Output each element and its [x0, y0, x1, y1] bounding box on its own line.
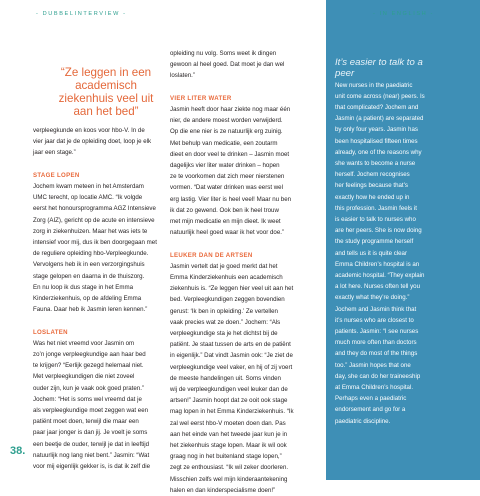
text-line: met mijn medicatie en mijn dieet. Ik weet [170, 218, 281, 226]
text-line: erg lastig. Vier liter is heel veel! Maar nu ben [170, 195, 292, 203]
text-line: too.” Jasmin hopes that one [335, 361, 411, 369]
text-line: voor mij eigenlijk gekker is, is dat ik zelf die [33, 463, 151, 471]
continued-paragraph [170, 48, 320, 82]
text-line: mag lopen in het Emma Kinderziekenhuis. “Ik [170, 408, 294, 416]
text-line: herself. Jochem recognises [335, 171, 410, 179]
text-line: that complicated? Jochem and [335, 104, 419, 111]
text-line: Jasmin heeft door haar ziekte nog maar één [170, 106, 291, 113]
text-line: Jasmin vertelt dat je goed merkt dat het [170, 262, 278, 270]
english-body [335, 80, 474, 427]
text-line: exactly what they’re doing.” [335, 294, 410, 302]
text-line: de reguliere opleiding hbo-Verpleegkunde. [33, 250, 149, 258]
text-line: dieet en door veel te drinken – Jasmin moet [170, 150, 290, 158]
text-line: Was het niet vreemd voor Jasmin om [33, 339, 135, 347]
text-line: verpleegkunde en koos voor hbo-V. In de [33, 127, 145, 134]
paragraph-vier-liter-water [170, 104, 320, 238]
text-line: Fauna. Daar heb ik Jasmin leren kennen.” [33, 306, 148, 314]
text-line: peer [335, 67, 355, 79]
text-line: It’s easier to talk to a [335, 57, 423, 68]
text-line: it’s nurses who are closest to [335, 316, 414, 324]
text-line: zegt ze enthousiast. “Ik wil zeker doorleren. [170, 464, 289, 472]
text-line: gewoon al heel goed. Dat moet je dan wel [170, 61, 285, 69]
text-line: Emma Kinderziekenhuis een academisch [170, 274, 283, 282]
text-line: Met verpleegkundigen die niet zoveel [33, 373, 135, 381]
text-line: zal wel eerst hbo-V moeten doen dan. Pas [170, 419, 286, 427]
text-line: stage gelopen en daarna in de thuiszorg. [33, 272, 145, 280]
text-line: vormen. “Dat water drinken was eerst wel [170, 184, 283, 192]
text-line: Jasmin (a patient) are separated [335, 115, 424, 123]
text-line: paar jaar jonger is dan jij. Je voelt je soms [33, 429, 148, 437]
text-line: vier jaar dat je de opleiding doet, loop je elk [33, 138, 152, 146]
text-line: het ziekenhuis stage lopen. Maar ik wil ook [170, 442, 287, 450]
text-line: natuurlijk heel goed waar ik het voor doe.” [170, 229, 285, 237]
heading-vier-liter-water: VIER LITER WATER [170, 94, 232, 102]
section-label-dutch: - DUBBELINTERVIEW - [36, 11, 127, 17]
text-line: New nurses in the paediatric [335, 81, 413, 89]
text-line: zo’n jonge verpleegkundige aan haar bed [33, 351, 146, 359]
text-line: the study programme herself [335, 238, 414, 246]
text-line: ziekenhuis is. “Ze leggen hier veel uit aan het [170, 285, 294, 293]
column-2 [170, 48, 320, 496]
text-line: wij de verpleegkundigen veel leuker dan de [170, 386, 288, 394]
text-line: endorsement and go for a [335, 406, 406, 414]
text-line: Jochem and Jasmin think that [335, 305, 417, 313]
text-line: intensief voor mij, dus ik ben doorgegaan met [33, 239, 157, 247]
text-line: already, one of the reasons why [335, 148, 422, 156]
text-line: Met behulp van medicatie, een zoutarm [170, 139, 278, 147]
pull-quote: “Ze leggen in een academisch ziekenhuis veel uit aan het bed” [58, 66, 154, 118]
text-line: vaak precies wat ze doen.” Jochem: “Als [170, 318, 281, 326]
text-line: in eigenlijk.” Dat vindt Jasmin ook: “Je ziet de [170, 352, 293, 360]
page-number: 38. [10, 445, 26, 457]
text-line: is easier to talk to nurses who [335, 216, 416, 224]
text-line: paediatric discipline. [335, 417, 391, 425]
text-line: opleiding nu volg. Soms weet ik dingen [170, 50, 277, 57]
text-line: patients. Jasmin: “I see nurses [335, 328, 419, 336]
text-line: aan het einde van het tweede jaar kun je in [170, 430, 288, 438]
text-line: als verpleegkundige moet zeggen wat een [33, 407, 149, 415]
text-line: a lot here. Nurses often tell you [335, 283, 420, 291]
text-line: this profession. Jasmin feels it [335, 204, 417, 212]
text-line: gerust: ‘Ik ben in opleiding.’ Ze vertellen [170, 307, 278, 315]
english-summary [335, 58, 474, 427]
text-line: En nu loop ik dus stage in het Emma [33, 283, 134, 291]
text-line: she wants to become a nurse [335, 160, 416, 168]
text-line: te krijgen? “Eerlijk gezegd helemaal niet. [33, 362, 144, 370]
text-line: are her peers. She is now doing [335, 227, 422, 235]
intro-paragraph [33, 125, 173, 159]
text-line: graag nog in het buitenland stage lopen,” [170, 453, 282, 461]
section-label-english: - IN ENGLISH - [373, 11, 434, 17]
text-line: been hospitalised fifteen times [335, 137, 418, 145]
text-line: Kinderziekenhuis, op de afdeling Emma [33, 295, 142, 303]
text-line: artsen!” Jasmin hoopt dat ze ooit ook stage [170, 397, 288, 405]
paragraph-loslaten [33, 338, 173, 472]
text-line: Jochem kwam meteen in het Amsterdam [33, 183, 144, 190]
text-line: Vervolgens heb ik in een verzorgingshuis [33, 261, 145, 269]
text-line: Emma Children’s hospital is an [335, 260, 420, 268]
text-line: much more often than doctors [335, 339, 417, 347]
text-line: Misschien zelfs wel mijn kinderaantekening [170, 475, 288, 483]
text-line: ouder zijn, kun je vaak ook goed praten.” [33, 384, 144, 392]
text-line: ze te voorkomen dat zich meer nierstenen [170, 173, 285, 181]
text-line: natuurlijk nog lang niet bent.” Jasmin: “Wat [33, 451, 150, 459]
text-line: patiënt moet doen, terwijl die maar een [33, 418, 139, 426]
text-line: ik dat zo gewend. Ook ben ik heel trouw [170, 206, 279, 214]
text-line: de meeste handelingen uit. Soms vinden [170, 374, 281, 382]
text-line: bed. Verpleegkundigen zeggen bovendien [170, 296, 285, 304]
text-line: jaar een stage.” [33, 149, 76, 157]
text-line: een beetje de ouder, terwijl je dat in leeftijd [33, 440, 150, 448]
text-line: and tells us it is quite clear [335, 249, 408, 257]
text-line: UMC terecht, op locatie AMC. “Ik volgde [33, 194, 143, 202]
text-line: zorg in ziekenhuizen. Maar het was iets te [33, 227, 148, 235]
paragraph-leuker-dan-de-artsen [170, 261, 320, 496]
text-line: eerst het honoursprogramma AGZ Intensieve [33, 205, 156, 213]
heading-stage-lopen: STAGE LOPEN [33, 171, 80, 179]
text-line: day, she can do her traineeship [335, 372, 421, 380]
text-line: Op die ene nier is ze natuurlijk erg zuinig. [170, 128, 283, 136]
text-line: unit come across (near) peers. Is [335, 92, 425, 100]
heading-loslaten: LOSLATEN [33, 328, 68, 336]
text-line: by only four years. Jasmin has [335, 126, 418, 134]
column-1 [33, 125, 173, 472]
text-line: exactly how he ended up in [335, 193, 410, 201]
text-line: verpleegkundige sta je het dichtst bij de [170, 330, 278, 338]
text-line: Zorg (AIZ), gericht op de acute en intensieve [33, 216, 155, 224]
text-line: dagelijks vier liter water drinken – hopen [170, 162, 280, 170]
english-title [335, 58, 474, 80]
text-line: loslaten.” [170, 72, 195, 80]
text-line: nier, de andere moest worden verwijderd. [170, 117, 283, 125]
text-line: at Emma Children’s hospital. [335, 384, 414, 392]
text-line: Perhaps even a paediatric [335, 395, 407, 403]
text-line: and they do most of the things [335, 350, 418, 358]
text-line: verpleegkundige veel vaker, en hij of zij voert [170, 363, 293, 371]
paragraph-stage-lopen [33, 181, 173, 315]
heading-leuker-dan-de-artsen: LEUKER DAN DE ARTSEN [170, 251, 253, 259]
text-line: her feelings because that’s [335, 182, 408, 190]
text-line: academic hospital. “They explain [335, 272, 425, 280]
text-line: Jochem: “Het is soms wel vreemd dat je [33, 395, 142, 403]
text-line: halen en dan kinderspecialisme doen!” [170, 486, 276, 494]
text-line: patiënt. Je staat tussen de arts en de patiënt [170, 341, 291, 349]
